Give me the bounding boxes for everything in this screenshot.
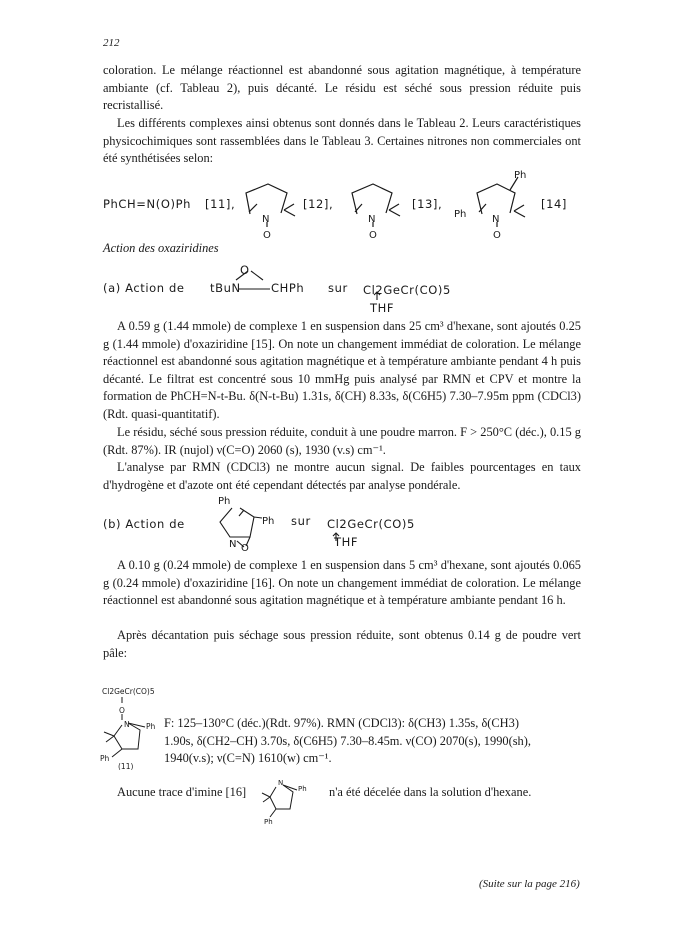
o-atom-b: O <box>241 543 249 552</box>
paragraph-6: A 0.10 g (0.24 mmole) de complexe 1 en suspension dans 5 cm³ d'hexane, sont ajoutés 0.065 g (0.24 mmole) d'oxaziridine [16]. On note un changement immédiat de coloration. Le mélange réactionnel est abandonné sous agitation magnétique et à température ambiante pendant 16 h. <box>103 558 581 608</box>
page-number: 212 <box>103 37 120 49</box>
nitrone-formula: PhCH=N(O)Ph <box>103 197 191 211</box>
imine-ph-1: Ph <box>298 785 307 793</box>
product-ph-2: Ph <box>100 754 110 763</box>
reaction-b-solvent: THF <box>334 535 359 549</box>
continued-note: (Suite sur la page 216) <box>479 878 580 890</box>
reaction-b-sur: sur <box>291 514 311 528</box>
ring-3-bonds <box>477 184 515 214</box>
paragraph-7: Après décantation puis séchage sous pression réduite, sont obtenus 0.14 g de poudre vert pâle: <box>103 628 581 660</box>
n-atom-2: N <box>368 214 376 225</box>
ph-group-3a: Ph <box>514 170 527 181</box>
ref-13: [13], <box>412 197 443 211</box>
paragraph-5: L'analyse par RMN (CDCl3) ne montre aucun signal. De faibles pourcentages en taux d'hydrogène et d'azote ont été cependant détectés par analyse pondérale. <box>103 460 581 492</box>
product-o-atom: O <box>119 706 125 715</box>
paragraph-4: Le résidu, séché sous pression réduite, conduit à une poudre marron. F > 250°C (déc.), 0.15 g (Rdt. 87%). IR (nujol) ν(C=O) 2060 (s), 1930 (v.s) cm⁻¹. <box>103 425 581 457</box>
ph-group-b2: Ph <box>262 516 275 527</box>
product-n-atom: N <box>124 720 130 729</box>
product-data <box>164 715 531 768</box>
ring-2-bonds <box>352 184 392 214</box>
product-data-line-3: 1940(v.s); ν(C=N) 1610(w) cm⁻¹. <box>164 751 332 766</box>
product-data-line-2: 1.90s, δ(CH2–CH) 3.70s, δ(C6H5) 7.30–8.45m. ν(CO) 2070(s), 1990(sh), <box>164 733 531 748</box>
paragraph-2: Les différents complexes ainsi obtenus sont donnés dans le Tableau 2. Leurs caractéristiques physicochimiques sont rassemblées dans le Tableau 3. Certaines nitrones non commerciales ont été synthétisées selon: <box>103 116 581 166</box>
oxaziridine-b-structure <box>0 492 680 552</box>
product-data-line-1: F: 125–130°C (déc.)(Rdt. 97%). RMN (CDCl3): δ(CH3) 1.35s, δ(CH3) <box>164 716 519 730</box>
o-atom-1: O <box>263 230 271 240</box>
reaction-a-reagent-prefix: tBuN <box>210 281 241 295</box>
n-atom-b: N <box>229 539 237 550</box>
nitrone-structures <box>0 170 680 240</box>
reaction-a-bonds <box>0 255 680 315</box>
paragraph-3: A 0.59 g (1.44 mmole) de complexe 1 en suspension dans 25 cm³ d'hexane, sont ajoutés 0.25 g (1.44 mmole) d'oxaziridine [15]. On note un changement immédiat de coloration. Le mélange réactionnel est abandonné sous agitation magnétique et à température ambiante pendant 4 h puis décanté. Le filtrat est concentré sous 10 mmHg puis analysé par RMN et CPV et montre la formation de PhCH=N-t-Bu. δ(N-t-Bu) 1.31s, δ(CH) 8.33s, δ(C6H5) 7.30–7.95m ppm (CDCl3) (Rdt. quasi-quantitatif). <box>103 319 581 421</box>
reaction-b-complex: Cl2GeCr(CO)5 <box>327 517 415 531</box>
product-ph-1: Ph <box>146 722 156 731</box>
imine-text-after: n'a été décelée dans la solution d'hexane. <box>329 785 532 799</box>
n-atom-3: N <box>492 214 500 225</box>
reaction-a-sur: sur <box>328 281 348 295</box>
reaction-a-solvent: THF <box>370 301 395 315</box>
paragraph-1: coloration. Le mélange réactionnel est abandonné sous agitation magnétique, à température ambiante (cf. Tableau 2), puis décanté. Le résidu est séché sous pression réduite puis recristallisé. <box>103 63 581 113</box>
n-atom-1: N <box>262 214 270 225</box>
o-atom-2: O <box>369 230 377 240</box>
ph-group-3b: Ph <box>454 209 467 220</box>
ref-14: [14] <box>541 197 568 211</box>
o-atom-3: O <box>493 230 501 240</box>
product-label: (11) <box>118 762 134 770</box>
section-heading: Action des oxaziridines <box>103 241 219 255</box>
product-complex: Cl2GeCr(CO)5 <box>102 687 155 696</box>
reaction-a-complex: Cl2GeCr(CO)5 <box>363 283 451 297</box>
imine-text-before: Aucune trace d'imine [16] <box>117 785 247 799</box>
product-structure <box>100 685 170 770</box>
ph-group-b1: Ph <box>218 496 231 507</box>
reaction-b-label: (b) Action de <box>103 517 185 531</box>
ref-12: [12], <box>303 197 334 211</box>
reaction-a-label: (a) Action de <box>103 281 185 295</box>
imine-ph-2: Ph <box>264 818 273 825</box>
reaction-a-ring-o: O <box>240 263 250 277</box>
reaction-a-reagent-suffix: CHPh <box>271 281 305 295</box>
ref-11: [11], <box>205 197 236 211</box>
imine-n-atom: N <box>278 779 284 787</box>
imine-structure <box>260 775 322 825</box>
